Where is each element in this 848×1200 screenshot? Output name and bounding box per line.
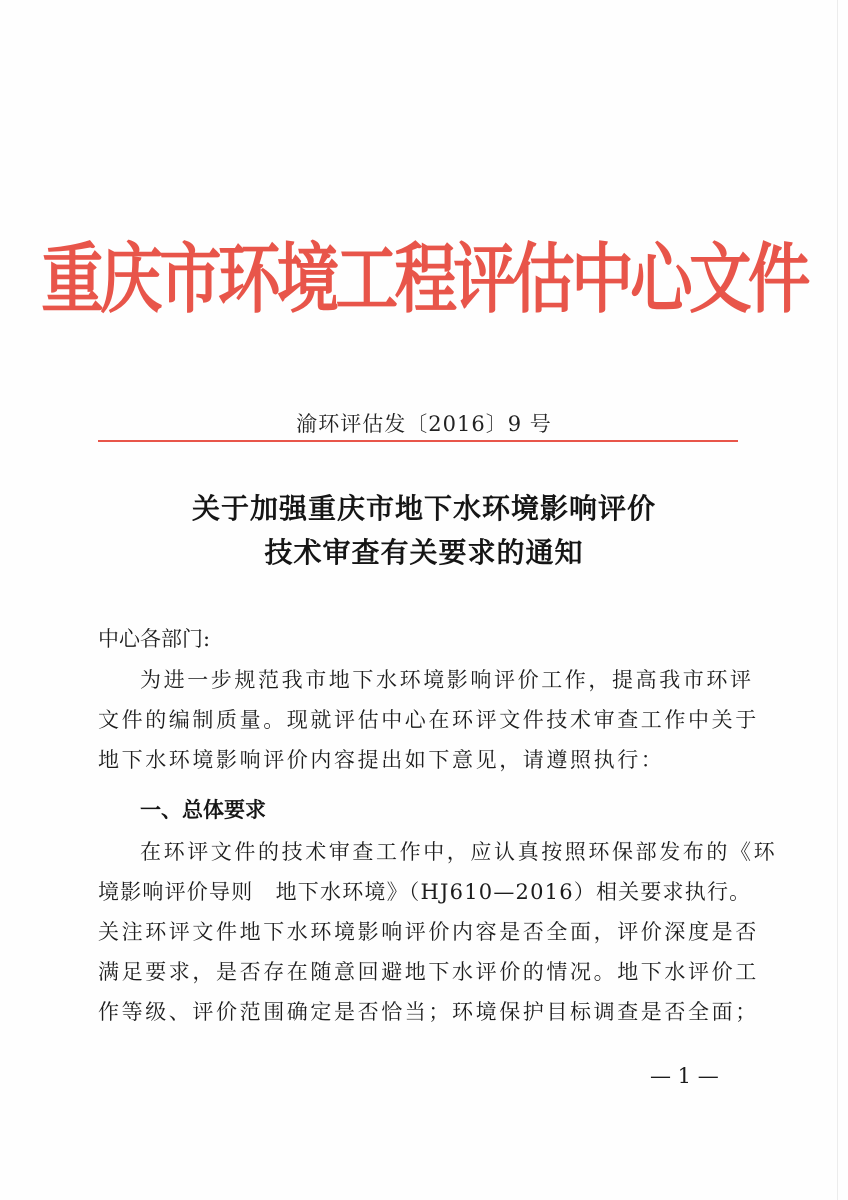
paragraph-2-line: 满足要求，是否存在随意回避地下水评价的情况。地下水评价工 [98, 960, 759, 984]
paragraph-2 [98, 832, 778, 1032]
document-number: 渝环评估发〔2016〕9 号 [296, 412, 552, 436]
notice-title-line-1: 关于加强重庆市地下水环境影响评价 [191, 492, 656, 525]
paragraph-1 [98, 660, 759, 780]
paragraph-1-line: 地下水环境影响评价内容提出如下意见，请遵照执行： [98, 748, 665, 772]
notice-title [0, 487, 848, 575]
notice-title-line-2: 技术审查有关要求的通知 [264, 536, 584, 569]
document-header-title: 重庆市环境工程评估中心文件 [41, 236, 807, 325]
scan-edge [837, 0, 838, 1200]
paragraph-2-line: 在环评文件的技术审查工作中，应认真按照环保部发布的《环 [140, 840, 778, 864]
paragraph-2-line: 作等级、评价范围确定是否恰当；环境保护目标调查是否全面； [98, 1000, 759, 1024]
paragraph-2-line: 境影响评价导则 地下水环境》（HJ610—2016）相关要求执行。 [98, 880, 752, 904]
red-divider-line [98, 440, 738, 442]
paragraph-2-line: 关注环评文件地下水环境影响评价内容是否全面，评价深度是否 [98, 920, 759, 944]
paragraph-1-line: 文件的编制质量。现就评估中心在环评文件技术审查工作中关于 [98, 708, 759, 732]
page-number: — 1 — [650, 1064, 719, 1088]
section-heading-general-requirements: 一、总体要求 [140, 798, 266, 822]
salutation: 中心各部门: [98, 627, 211, 651]
paragraph-1-line: 为进一步规范我市地下水环境影响评价工作，提高我市环评 [140, 668, 754, 692]
